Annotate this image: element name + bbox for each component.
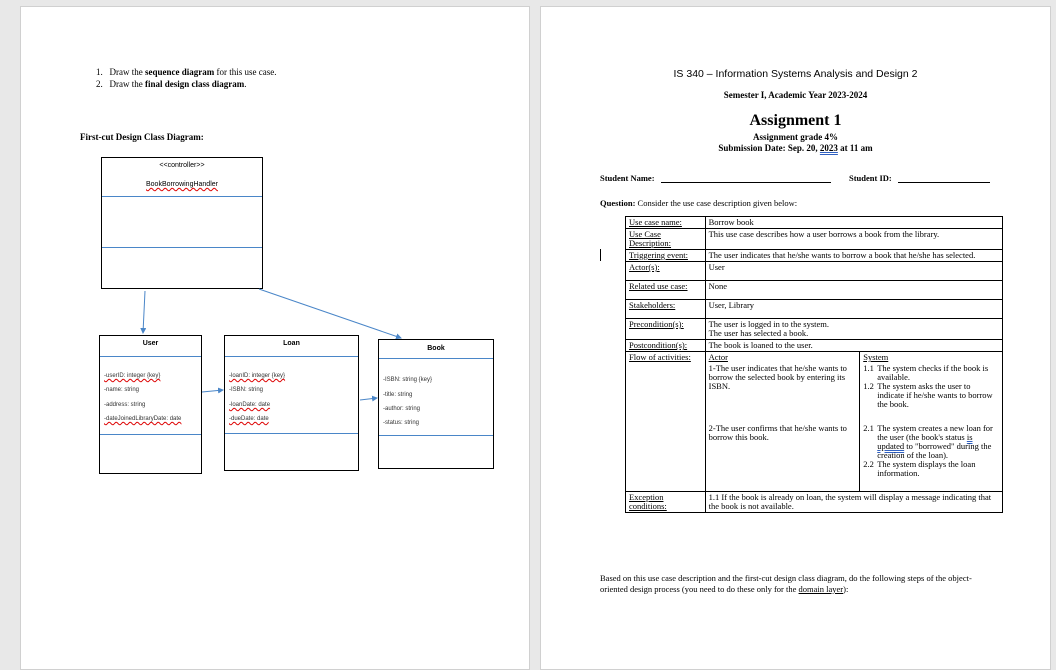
instruction-2: 2. Draw the final design class diagram. xyxy=(96,79,247,89)
system-step-2-1: 2.1 The system creates a new loan for the user (the book's status is updated to "borrowed" during the creation of the loan). xyxy=(863,423,993,460)
book-attr-1: -ISBN: string {key} xyxy=(383,377,433,383)
user-attr-3: -address: string xyxy=(104,402,146,408)
user-attr-2: -name: string xyxy=(104,387,140,393)
assignment-grade: Assignment grade 4% xyxy=(753,132,838,142)
course-title: IS 340 – Information Systems Analysis and Design 2 xyxy=(673,68,918,80)
compartment-divider xyxy=(100,356,201,357)
compartment-divider xyxy=(225,356,358,357)
table-row: Precondition(s): The user is logged in to the system. The user has selected a book. xyxy=(626,319,1003,340)
loan-class-name: Loan xyxy=(283,340,300,347)
book-attr-4: -status: string xyxy=(383,420,420,426)
user-to-loan-arrow xyxy=(202,390,223,392)
diagram-heading: First-cut Design Class Diagram: xyxy=(80,132,204,142)
user-attr-1: -userID: integer {key} xyxy=(104,373,161,379)
system-step-2-2: 2.2 The system displays the loan information. xyxy=(863,459,976,478)
document-page-right xyxy=(540,6,1051,670)
table-row: Postcondition(s): The book is loaned to the user. xyxy=(626,340,1003,352)
book-attr-2: -title: string xyxy=(383,392,413,398)
compartment-divider xyxy=(100,434,201,435)
table-row: Actor(s): User xyxy=(626,262,1003,281)
loan-attr-3: -loanDate: date xyxy=(229,402,271,408)
controller-stereotype: <<controller>> xyxy=(159,162,205,169)
loan-class-box[interactable] xyxy=(224,335,359,471)
actor-step-2: 2-The user confirms that he/she wants to borrow this book. xyxy=(705,423,860,492)
controller-name: BookBorrowingHandler xyxy=(146,181,218,188)
student-id-label: Student ID: xyxy=(849,173,892,183)
loan-to-book-arrow xyxy=(360,398,377,400)
book-class-box[interactable] xyxy=(378,339,494,469)
table-row: Flow of activities: Actor System xyxy=(626,352,1003,364)
book-attr-3: -author: string xyxy=(383,406,421,412)
table-row: Use case name: Borrow book xyxy=(626,217,1003,229)
assignment-title: Assignment 1 xyxy=(749,112,842,129)
text-cursor xyxy=(600,249,601,261)
submission-date: Submission Date: Sep. 20, 2023 at 11 am xyxy=(718,143,873,153)
user-class-box[interactable] xyxy=(99,335,202,474)
closing-paragraph: Based on this use case description and the first-cut design class diagram, do the following steps of the object-oriented design process (you need to do these only for the domain layer): xyxy=(600,573,972,594)
loan-attr-4: -dueDate: date xyxy=(229,416,269,422)
loan-attr-2: -ISBN: string xyxy=(229,387,264,393)
controller-to-book-arrow xyxy=(259,289,401,338)
document-page-left xyxy=(20,6,530,670)
question-line: Question: Consider the use case description given below: xyxy=(600,198,798,208)
system-step-1-1: 1.1 The system checks if the book is available. xyxy=(863,363,989,382)
student-id-field[interactable] xyxy=(898,182,990,183)
actor-step-1: 1-The user indicates that he/she wants to borrow the selected book by entering its ISBN. xyxy=(705,363,860,423)
compartment-divider xyxy=(225,433,358,434)
table-row: Use Case Description: This use case describes how a user borrows a book from the library. xyxy=(626,229,1003,250)
student-name-label: Student Name: xyxy=(600,173,655,183)
table-row: Exception conditions: 1.1 If the book is already on loan, the system will display a message indicating that the book is not available. xyxy=(626,492,1003,513)
user-class-name: User xyxy=(142,340,159,347)
semester-line: Semester I, Academic Year 2023-2024 xyxy=(723,90,868,100)
loan-attr-1: -loanID: integer {key} xyxy=(229,373,286,379)
system-step-1-2: 1.2 The system asks the user to indicate if he/she wants to borrow the book. xyxy=(863,381,993,409)
table-row: Related use case: None xyxy=(626,281,1003,300)
book-class-name: Book xyxy=(427,345,445,352)
domain-layer-link: domain layer xyxy=(798,584,844,594)
compartment-divider xyxy=(379,358,493,359)
student-name-field[interactable] xyxy=(661,182,831,183)
table-row: Stakeholders: User, Library xyxy=(626,300,1003,319)
user-attr-4: -dateJoinedLibraryDate: date xyxy=(104,416,182,422)
use-case-table xyxy=(625,216,1003,513)
table-row: Triggering event: The user indicates that he/she wants to borrow a book that he/she has selected. xyxy=(626,250,1003,262)
controller-to-user-arrow xyxy=(143,291,145,333)
compartment-divider xyxy=(379,435,493,436)
instruction-1: 1. Draw the sequence diagram for this use case. xyxy=(96,67,277,77)
